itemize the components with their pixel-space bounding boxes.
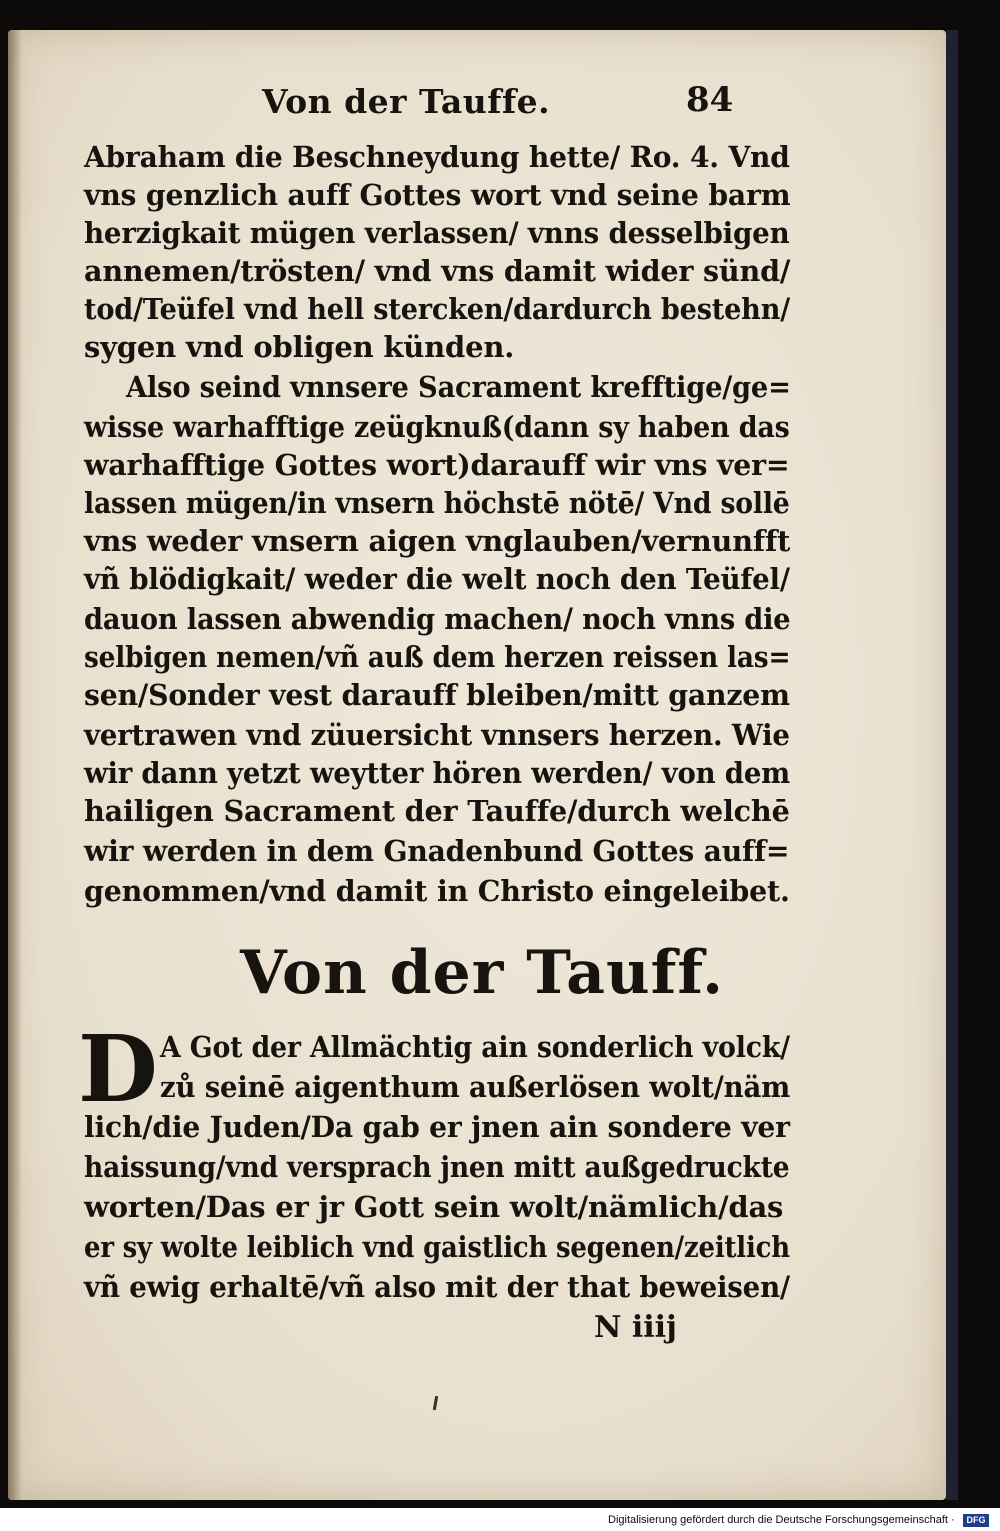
text-line: vns weder vnsern aigen vnglauben/vernunfft [84, 524, 791, 558]
text-line: er sy wolte leiblich vnd gaistlich segenen/zeitlich [84, 1230, 790, 1264]
running-head: Von der Tauffe. [262, 82, 551, 121]
text-line: tod/Teüfel vnd hell stercken/dardurch bestehn/ [84, 292, 790, 326]
page-edge-right [946, 30, 1000, 1500]
text-line: A Got der Allmächtig ain sonderlich volck/ [160, 1030, 790, 1064]
drop-cap-initial: D [78, 1015, 158, 1123]
section-heading: Von der Tauff. [240, 938, 724, 1008]
text-line: Abraham die Beschneydung hette/ Ro. 4. Vnd [84, 140, 790, 174]
cover-edge [946, 30, 958, 1500]
page-number: 84 [686, 80, 734, 120]
text-line: haissung/vnd versprach jnen mitt außgedruckte [84, 1150, 790, 1184]
signature-mark: N iiij [594, 1310, 677, 1345]
page-spine-shadow [8, 30, 22, 1500]
text-line: wir werden in dem Gnadenbund Gottes auff= [84, 834, 790, 868]
text-line: Also seind vnnsere Sacrament krefftige/ge= [126, 370, 791, 404]
text-line: herzigkait mügen verlassen/ vnns desselbigen [84, 216, 790, 250]
text-line: vñ blödigkait/ weder die welt noch den Teüfel/ [84, 562, 790, 596]
text-line: hailigen Sacrament der Tauffe/durch welchē [84, 794, 790, 828]
text-line: lassen mügen/in vnsern höchstē nötē/ Vnd sollē [84, 486, 790, 520]
text-line: sen/Sonder vest darauff bleiben/mitt ganzem [84, 678, 790, 712]
text-line: selbigen nemen/vñ auß dem herzen reissen las= [84, 640, 791, 674]
text-line: vñ ewig erhaltē/vñ also mit der that beweisen/ [84, 1270, 790, 1304]
text-line: sygen vnd obligen künden. [84, 330, 515, 364]
text-line: annemen/trösten/ vnd vns damit wider sünd/ [84, 254, 791, 288]
text-line: lich/die Juden/Da gab er jnen ain sondere ver [84, 1110, 790, 1144]
text-line: vertrawen vnd züuersicht vnnsers herzen. Wie [84, 718, 790, 752]
text-line: vns genzlich auff Gottes wort vnd seine barm [84, 178, 791, 212]
text-line: warhafftige Gottes wort)darauff wir vns ver= [84, 448, 790, 482]
funding-credit: Digitalisierung gefördert durch die Deutsche Forschungsgemeinschaft · [605, 1513, 958, 1531]
text-line: wisse warhafftige zeügknuß(dann sy haben das [84, 410, 790, 444]
text-line: dauon lassen abwendig machen/ noch vnns die [84, 602, 791, 636]
text-line: wir dann yetzt weytter hören werden/ von dem [84, 756, 791, 790]
text-line: zů seinē aigenthum außerlösen wolt/näm [160, 1070, 791, 1104]
text-line: worten/Das er jr Gott sein wolt/nämlich/das [84, 1190, 784, 1224]
text-line: genommen/vnd damit in Christo eingeleibet. [84, 874, 790, 908]
dfg-logo: DFG [963, 1514, 989, 1527]
